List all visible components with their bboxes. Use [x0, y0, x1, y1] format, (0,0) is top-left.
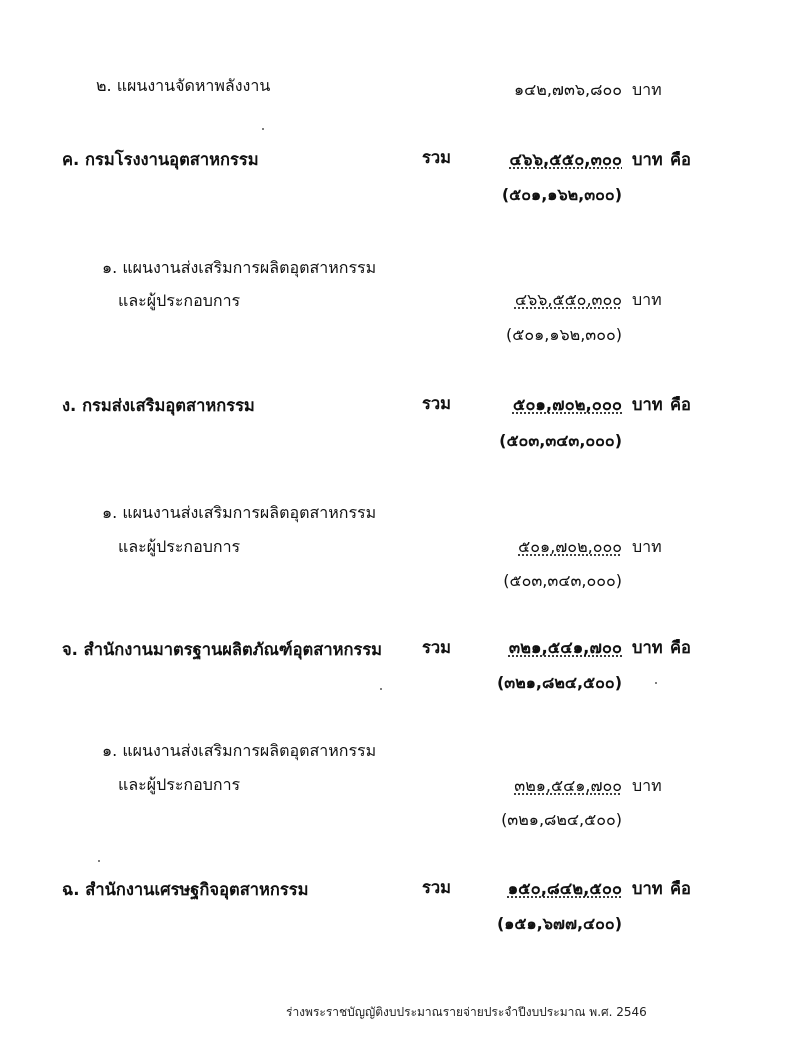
plan-unit: บาท [632, 290, 662, 309]
scan-speck [380, 688, 382, 690]
section-amount: ๓๒๑,๕๔๑,๗๐๐ [508, 638, 622, 657]
document-footer: ร่างพระราชบัญญัติงบประมาณรายจ่ายประจำปีงบประมาณ พ.ศ. 2546 [286, 1005, 647, 1019]
plan-previous-amount: (๕๐๑,๑๖๒,๓๐๐) [505, 325, 622, 344]
plan-amount: ๓๒๑,๕๔๑,๗๐๐ [514, 776, 622, 795]
plan-energy-unit: บาท [632, 80, 662, 99]
section-unit: บาท [632, 879, 663, 898]
scan-speck [655, 682, 657, 684]
section-suffix: คือ [670, 150, 691, 169]
section-unit: บาท [632, 150, 663, 169]
plan-amount: ๕๐๑,๗๐๒,๐๐๐ [518, 537, 622, 556]
plan-amount: ๔๖๖,๕๕๐,๓๐๐ [514, 290, 622, 309]
section-previous-amount: (๓๒๑,๘๒๔,๕๐๐) [496, 673, 622, 692]
section-unit: บาท [632, 395, 663, 414]
section-heading-economics-office: ฉ. สำนักงานเศรษฐกิจอุตสาหกรรม [62, 880, 309, 899]
scan-speck [262, 128, 264, 130]
section-total-label: รวม [422, 638, 452, 657]
section-heading-industrial-promotion: ง. กรมส่งเสริมอุตสาหกรรม [62, 396, 255, 415]
section-previous-amount: (๑๕๑,๖๗๗,๔๐๐) [496, 914, 622, 933]
section-suffix: คือ [670, 638, 691, 657]
section-amount: ๔๖๖,๕๕๐,๓๐๐ [509, 150, 622, 169]
section-total-label: รวม [422, 394, 452, 413]
plan-previous-amount: (๕๐๓,๓๔๓,๐๐๐) [503, 571, 622, 590]
plan-unit: บาท [632, 537, 662, 556]
scan-speck [98, 860, 100, 862]
plan-label-line2: และผู้ประกอบการ [118, 775, 241, 794]
plan-label-line1: ๑. แผนงานส่งเสริมการผลิตอุตสาหกรรม [102, 503, 377, 522]
plan-unit: บาท [632, 776, 662, 795]
section-total-label: รวม [422, 878, 452, 897]
section-suffix: คือ [670, 395, 691, 414]
section-heading-factories: ค. กรมโรงงานอุตสาหกรรม [62, 150, 259, 169]
section-suffix: คือ [670, 879, 691, 898]
plan-energy-label: ๒. แผนงานจัดหาพลังงาน [96, 76, 271, 95]
plan-label-line1: ๑. แผนงานส่งเสริมการผลิตอุตสาหกรรม [102, 258, 377, 277]
section-unit: บาท [632, 638, 663, 657]
plan-energy-amount: ๑๔๒,๗๓๖,๘๐๐ [514, 80, 622, 99]
section-heading-standards-office: จ. สำนักงานมาตรฐานผลิตภัณฑ์อุตสาหกรรม [62, 640, 383, 659]
section-amount: ๕๐๑,๗๐๒,๐๐๐ [512, 395, 622, 414]
plan-label-line1: ๑. แผนงานส่งเสริมการผลิตอุตสาหกรรม [102, 741, 377, 760]
section-total-label: รวม [422, 148, 452, 167]
section-previous-amount: (๕๐๑,๑๖๒,๓๐๐) [501, 185, 622, 204]
section-amount: ๑๕๐,๘๔๒,๕๐๐ [507, 879, 622, 898]
plan-label-line2: และผู้ประกอบการ [118, 291, 241, 310]
section-previous-amount: (๕๐๓,๓๔๓,๐๐๐) [499, 431, 622, 450]
plan-label-line2: และผู้ประกอบการ [118, 537, 241, 556]
plan-previous-amount: (๓๒๑,๘๒๔,๕๐๐) [501, 810, 622, 829]
